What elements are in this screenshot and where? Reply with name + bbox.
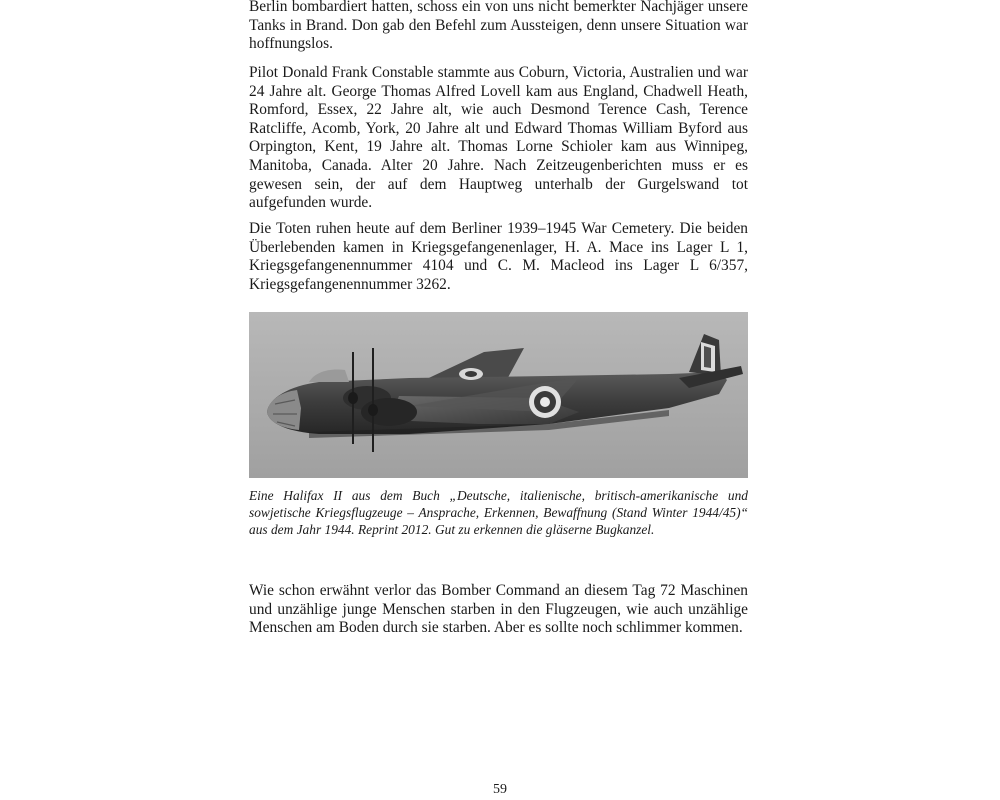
body-paragraph-3: Die Toten ruhen heute auf dem Berliner 1939–1945 War Cemetery. Die beiden Überlebenden kamen in Kriegsgefangenenlager, H. A. Mace ins Lager L 1, Kriegsgefangenennummer 4104 und C. M. Macleod ins Lager L 6/357, Kriegsgefangenennummer 3262. [249,220,748,293]
figure-caption: Eine Halifax II aus dem Buch „Deutsche, italienische, britisch-amerikanische und sowjetische Kriegsflugzeuge – Ansprache, Erkennen, Bewaffnung (Stand Winter 1944/45)“ aus dem Jahr 1944. Reprint 2012. Gut zu erkennen die gläserne Bugkanzel. [249,488,748,537]
body-paragraph-4: Wie schon erwähnt verlor das Bomber Command an diesem Tag 72 Maschinen und unzählige junge Menschen starben in den Flugzeugen, wie auch unzählige Menschen am Boden durch sie starben. Aber es sollte noch schlimmer kommen. [249,582,748,637]
body-paragraph-1: Berlin bombardiert hatten, schoss ein von uns nicht bemerkter Nachjäger unsere Tanks in Brand. Don gab den Befehl zum Aussteigen, denn unsere Situation war hoffnungslos. [249,0,748,53]
halifax-bomber-photo [249,312,748,478]
aircraft-illustration [249,312,748,478]
page-number: 59 [493,782,507,797]
body-paragraph-2: Pilot Donald Frank Constable stammte aus Coburn, Victoria, Australien und war 24 Jahre alt. George Thomas Alfred Lovell kam aus England, Chadwell Heath, Romford, Essex, 22 Jahre alt, wie auch Desmond Terence Cash, Terence Ratcliffe, Acomb, York, 20 Jahre alt und Edward Thomas William Byford aus Orpington, Kent, 19 Jahre alt. Thomas Lorne Schioler kam aus Winnipeg, Manitoba, Canada. Alter 20 Jahre. Nach Zeitzeugenberichten muss er es gewesen sein, der auf dem Hauptweg unterhalb der Gurgelswand tot aufgefunden wurde. [249,64,748,212]
